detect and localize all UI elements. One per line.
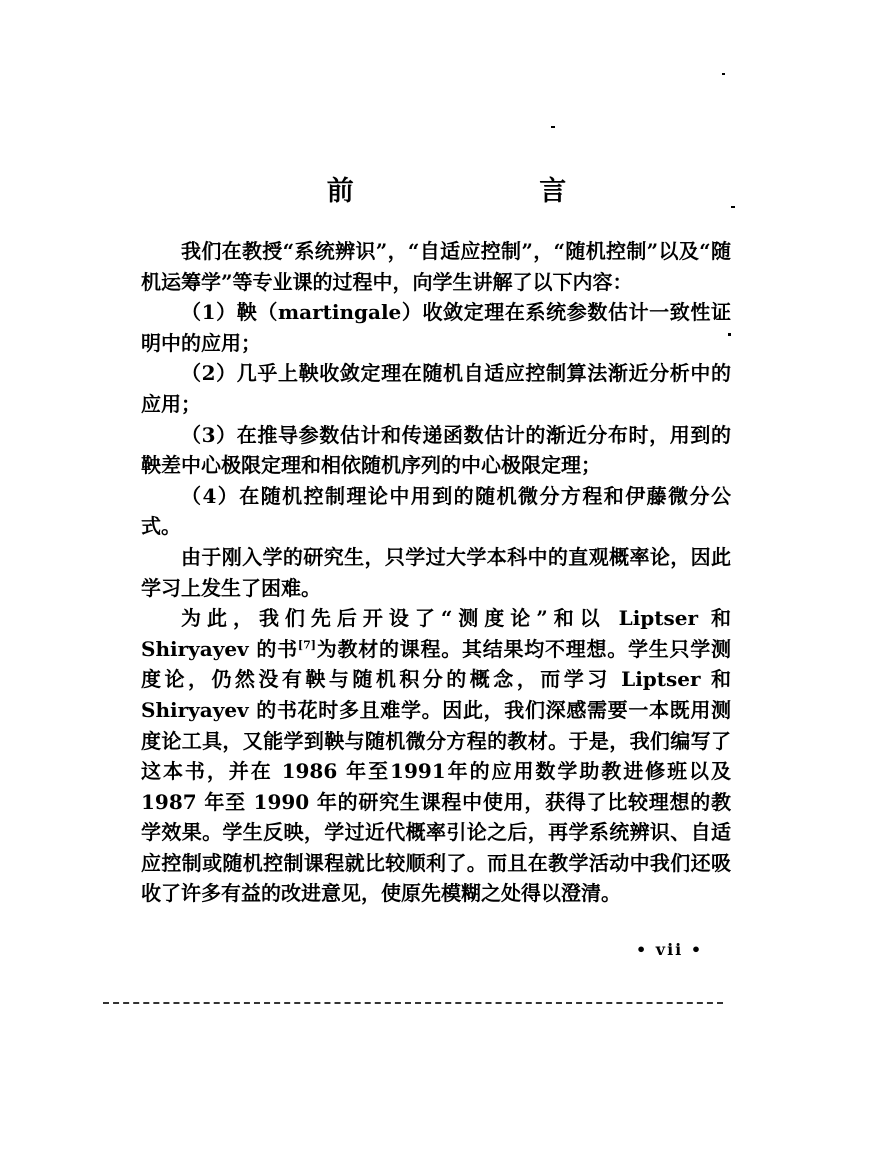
preface-body	[141, 236, 731, 909]
scan-speck	[731, 206, 735, 208]
paragraph-solution	[141, 603, 731, 909]
reference-mark: [7]	[297, 638, 316, 652]
paragraph-difficulty: 由于刚入学的研究生，只学过大学本科中的直观概率论，因此学习上发生了困难。	[141, 544, 731, 600]
paragraph-item-3: （3）在推导参数估计和传递函数估计的渐近分布时，用到的鞅差中心极限定理和相依随机序列的中心极限定理；	[141, 422, 731, 478]
page-heading: 前 言	[326, 176, 655, 207]
scan-speck	[722, 73, 725, 75]
page-number: • vii •	[636, 940, 704, 959]
paragraph-item-4: （4）在随机控制理论中用到的随机微分方程和伊藤微分公式。	[141, 483, 731, 539]
scan-speck	[728, 333, 731, 336]
paragraph-item-2: （2）几乎上鞅收敛定理在随机自适应控制算法渐近分析中的应用；	[141, 361, 731, 416]
paragraph-intro: 我们在教授“系统辨识”，“自适应控制”，“随机控制”以及“随机运筹学”等专业课的过程中，向学生讲解了以下内容：	[141, 239, 731, 294]
scan-bottom-rule	[103, 1002, 723, 1004]
paragraph-item-1: （1）鞅（martingale）收敛定理在系统参数估计一致性证明中的应用；	[141, 300, 731, 355]
paragraph-solution-part-1: 为此，我们先后开设了“测度论”和以 Liptser 和 Shiryayev 的书	[141, 606, 731, 661]
scan-speck	[551, 126, 555, 128]
paragraph-solution-part-2: 为教材的课程。其结果均不理想。学生只学测度论，仍然没有鞅与随机积分的概念，而学习 Liptser 和 Shiryayev 的书花时多且难学。因此，我们深感需要一本既用测度论工具，又能学到鞅与随机微分方程的教材。于是，我们编写了这本书，并在 1986 年至1991年的应用数学助教进修班以及 1987 年至 1990 年的研究生课程中使用，获得了比较理想的教学效果。学生反映，学过近代概率引论之后，再学系统辨识、自适应控制或随机控制课程就比较顺利了。而且在教学活动中我们还吸收了许多有益的改进意见，使原先模糊之处得以澄清。	[141, 636, 731, 906]
